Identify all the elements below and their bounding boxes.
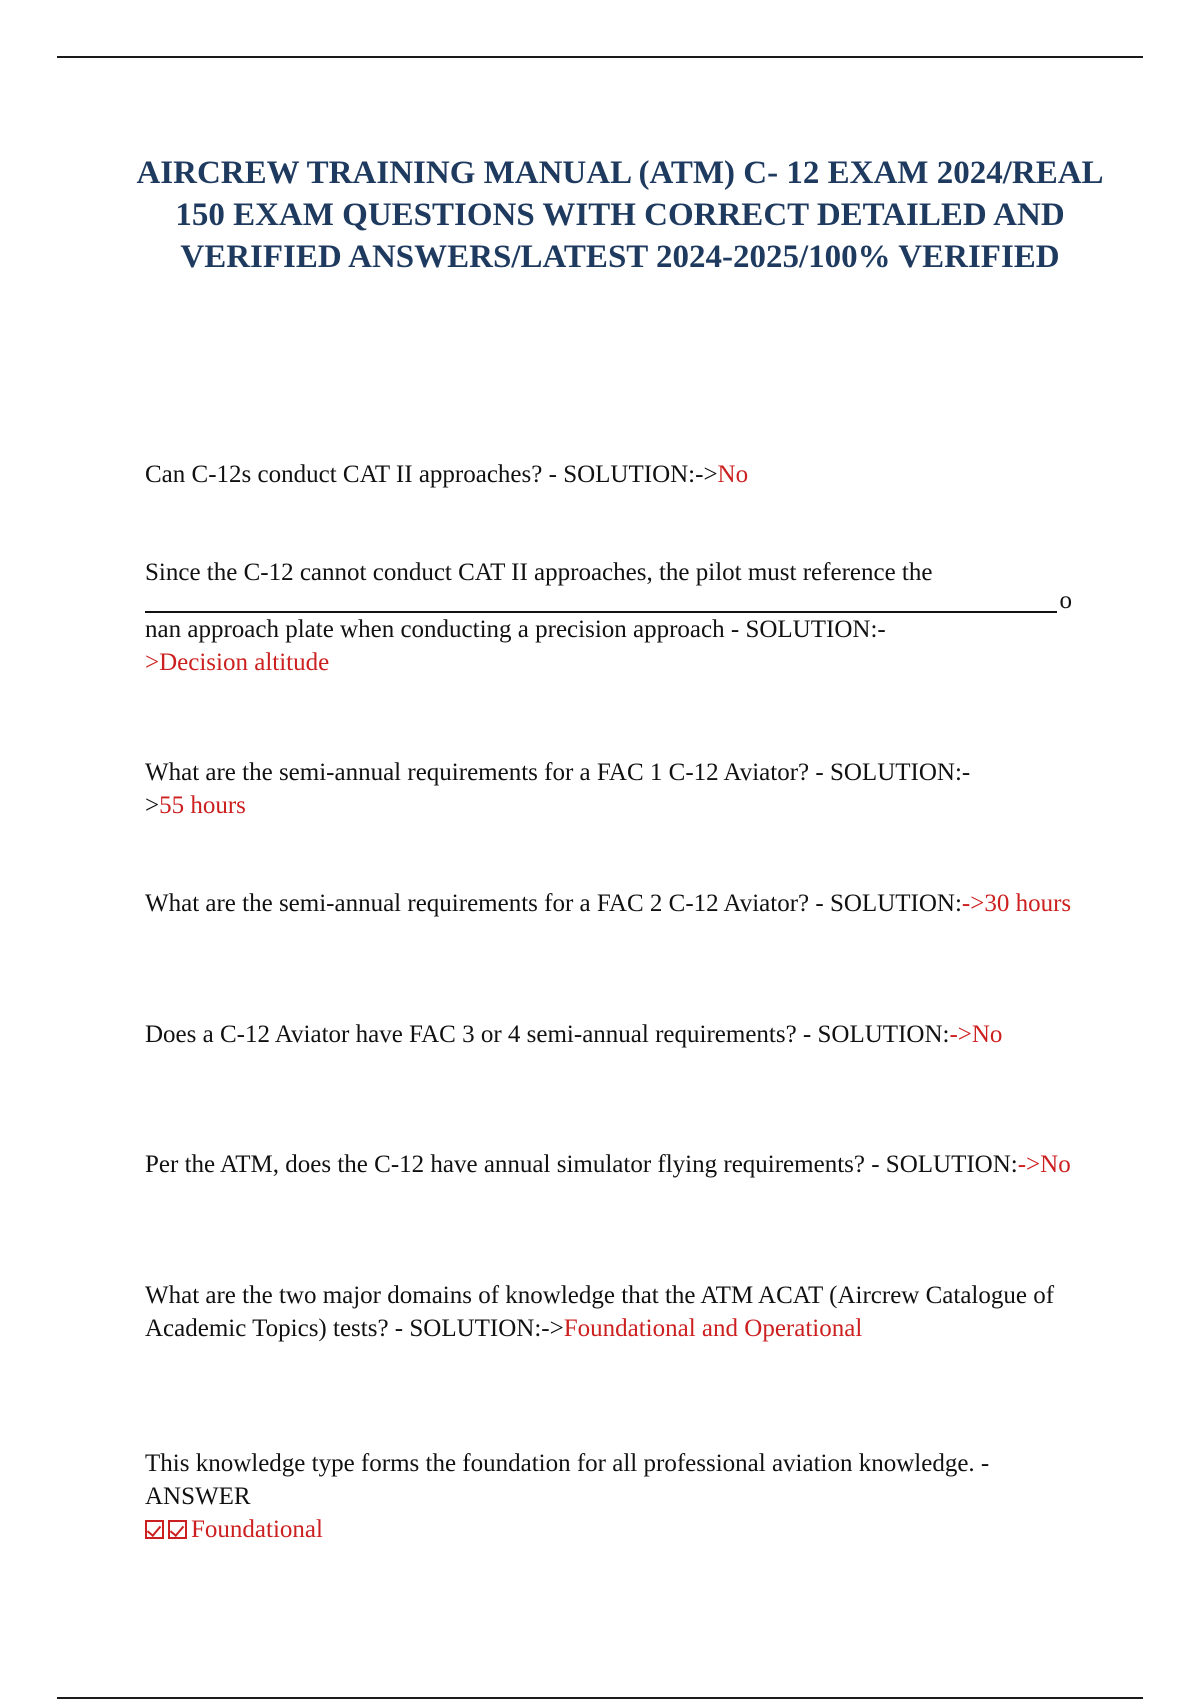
solution-marker: SOLUTION: [829, 890, 962, 917]
solution-marker: SOLUTION: [817, 1021, 950, 1048]
question-text: What are the semi-annual requirements for a FAC 2 C-12 Aviator? - [145, 890, 830, 917]
document-title: AIRCREW TRAINING MANUAL (ATM) C- 12 EXAM 2024/REAL 150 EXAM QUESTIONS WITH CORRECT DETAILED AND VERIFIED ANSWERS/LATEST 2024-2025/100% VERIFIED [136, 155, 1104, 275]
answer-text: 55 hours [159, 792, 246, 819]
qa-item-2 [145, 556, 1095, 679]
bottom-rule [57, 1697, 1143, 1699]
answer-text: ->30 hours [961, 890, 1072, 917]
qa-item-8 [145, 1447, 1095, 1546]
qa-item-6 [145, 1148, 1095, 1181]
answer-text: ->No [949, 1021, 1003, 1048]
solution-marker: SOLUTION: [885, 1151, 1018, 1178]
check-box-icon [168, 1520, 187, 1539]
blank-tail-text: o [1059, 587, 1072, 614]
qa-item-5 [145, 1018, 1095, 1051]
question-text: Since the C-12 cannot conduct CAT II approaches, the pilot must reference the [145, 559, 933, 586]
question-text: What are the semi-annual requirements for a FAC 1 C-12 Aviator? - [145, 759, 830, 786]
answer-text: Foundational and Operational [563, 1315, 863, 1342]
answer-prefix: > [145, 792, 160, 819]
question-text: Per the ATM, does the C-12 have annual simulator flying requirements? - [145, 1151, 886, 1178]
answer-text: ->No [1017, 1151, 1071, 1178]
question-text: Can C-12s conduct CAT II approaches? - [145, 461, 564, 488]
qa-item-1 [145, 458, 1095, 491]
solution-marker: SOLUTION:-> [409, 1315, 564, 1342]
qa-item-7 [145, 1279, 1095, 1345]
fill-in-blank-line [145, 587, 1072, 614]
question-text-continued: nan approach plate when conducting a precision approach - [145, 616, 746, 643]
top-rule [57, 56, 1143, 58]
question-text: What are the two major domains of knowledge that the ATM ACAT (Aircrew Catalogue of Academic Topics) tests? - [145, 1282, 1055, 1342]
question-text: This knowledge type forms the foundation for all professional aviation knowledge. - [145, 1450, 990, 1477]
solution-marker: SOLUTION:- [745, 616, 886, 643]
solution-marker: SOLUTION:- [829, 759, 971, 786]
answer-text: >Decision altitude [145, 649, 330, 676]
qa-item-3 [145, 756, 1095, 822]
check-box-icon [145, 1520, 164, 1539]
qa-item-4 [145, 887, 1095, 920]
answer-marker: ANSWER [145, 1483, 251, 1510]
solution-marker: SOLUTION:-> [563, 461, 718, 488]
answer-text: No [717, 461, 749, 488]
question-text: Does a C-12 Aviator have FAC 3 or 4 semi-annual requirements? - [145, 1021, 818, 1048]
answer-text: Foundational [191, 1516, 323, 1543]
